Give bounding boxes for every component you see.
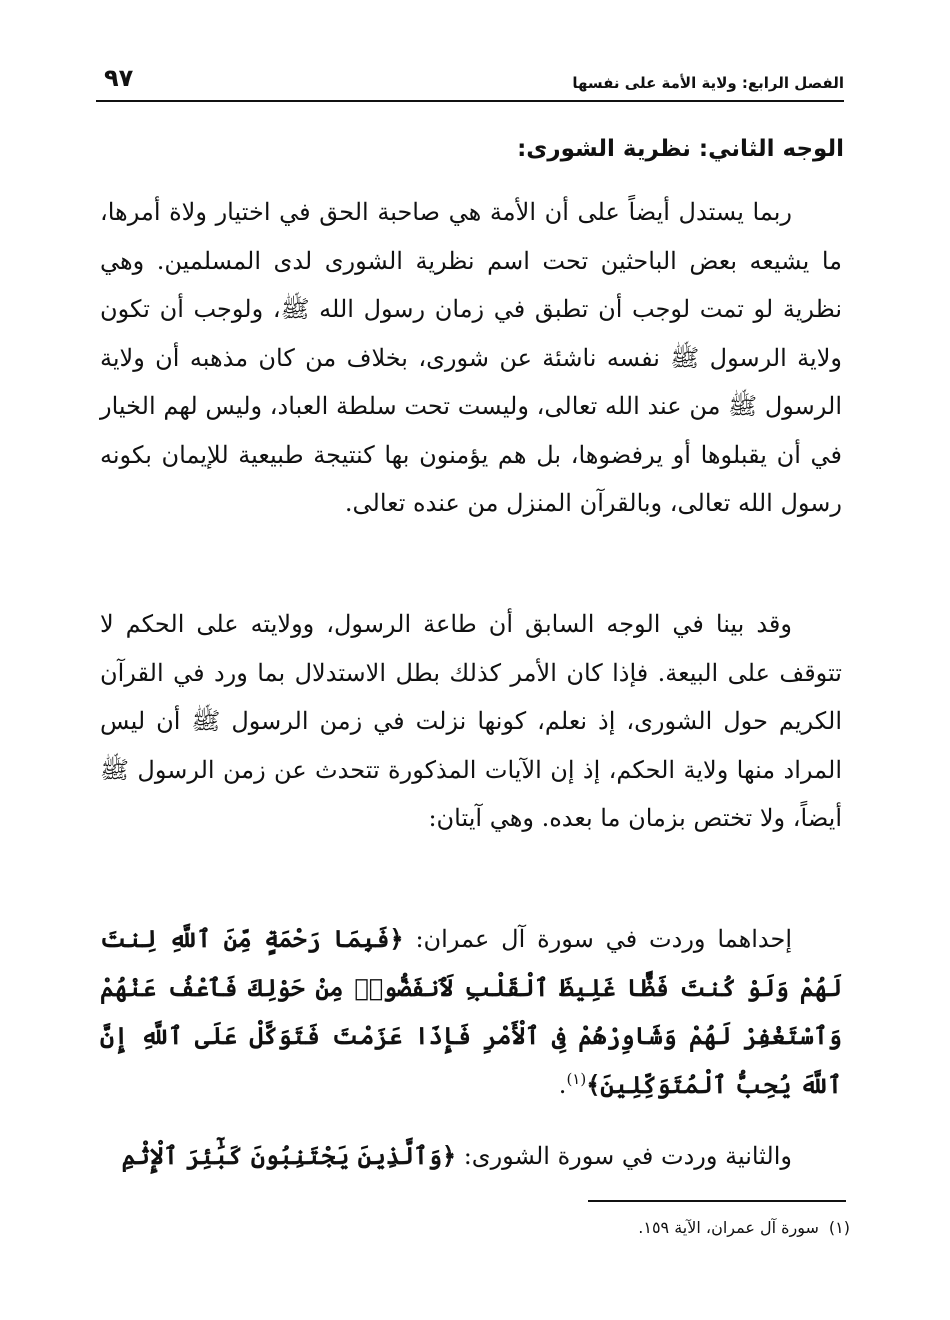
paragraph-1: ربما يستدل أيضاً على أن الأمة هي صاحبة الحق في اختيار ولاة أمرها، ما يشيعه بعض الباحثين تحت اسم نظرية الشورى لدى المسلمين. وهي نظرية لو تمت لوجب أن تطبق في زمان رسول الله ﷺ، ولوجب أن تكون ولاية الرسول ﷺ نفسه ناشئة عن شورى، بخلاف من كان مذهبه أن ولاية الرسول ﷺ من عند الله تعالى، وليست تحت سلطة العباد، وليس لهم الخيار في أن يقبلوها أو يرفضوها، بل هم يؤمنون بها كنتيجة طبيعية للإيمان بكونه رسول الله تعالى، وبالقرآن المنزل من عنده تعالى.: [100, 198, 842, 517]
footnote-text: سورة آل عمران، الآية ١٥٩.: [638, 1218, 819, 1237]
paragraph-3-end: .: [558, 1070, 567, 1099]
paragraph-4-intro: والثانية وردت في سورة الشورى:: [456, 1142, 792, 1170]
paragraph-3-intro: إحداهما وردت في سورة آل عمران:: [403, 925, 792, 953]
running-header: [96, 62, 844, 102]
page-number: ٩٧: [104, 64, 134, 92]
paragraph-2: وقد بينا في الوجه السابق أن طاعة الرسول، وولايته على الحكم لا تتوقف على البيعة. فإذا كان الأمر كذلك بطل الاستدلال بما ورد في القرآن الكريم حول الشورى، إذ نعلم، كونها نزلت في زمن الرسول ﷺ أن ليس المراد منها ولاية الحكم، إذ إن الآيات المذكورة تتحدث عن زمن الرسول ﷺ أيضاً، ولا تختص بزمان ما بعده. وهي آيتان:: [100, 610, 842, 832]
quran-verse-al-shura: ﴿وَٱلَّذِينَ يَجْتَنِبُونَ كَبَٰٓئِرَ ٱلْإِثْمِ: [121, 1141, 457, 1170]
section-heading: الوجه الثاني: نظرية الشورى:: [517, 136, 844, 162]
paragraph-3-block: [100, 915, 842, 1109]
footnote-reference[interactable]: (١): [566, 1069, 587, 1088]
paragraph-4-block: [100, 1132, 842, 1181]
paragraph-2-block: [100, 600, 842, 843]
footnote-rule: [588, 1200, 846, 1202]
chapter-title: الفصل الرابع: ولاية الأمة على نفسها: [572, 74, 844, 92]
footnote: [638, 1218, 850, 1237]
paragraph-1-block: [100, 188, 842, 528]
paragraph-4: [100, 1132, 842, 1181]
header-rule: [96, 100, 844, 102]
paragraph-3: [100, 915, 842, 1109]
quran-verse-al-imran: ﴿فَبِمَا رَحْمَةٍ مِّنَ ٱللَّهِ لِنتَ لَهُمْ وَلَوْ كُنتَ فَظًّا غَلِيظَ ٱلْقَلْبِ لَٱنفَضُّوا۟ مِنْ حَوْلِكَ فَٱعْفُ عَنْهُمْ وَٱسْتَغْفِرْ لَهُمْ وَشَاوِرْهُمْ فِى ٱلْأَمْرِ فَإِذَا عَزَمْتَ فَتَوَكَّلْ عَلَى ٱللَّهِ إِنَّ ٱللَّهَ يُحِبُّ ٱلْمُتَوَكِّلِينَ﴾: [100, 924, 842, 1099]
footnote-number: (١): [828, 1218, 850, 1237]
